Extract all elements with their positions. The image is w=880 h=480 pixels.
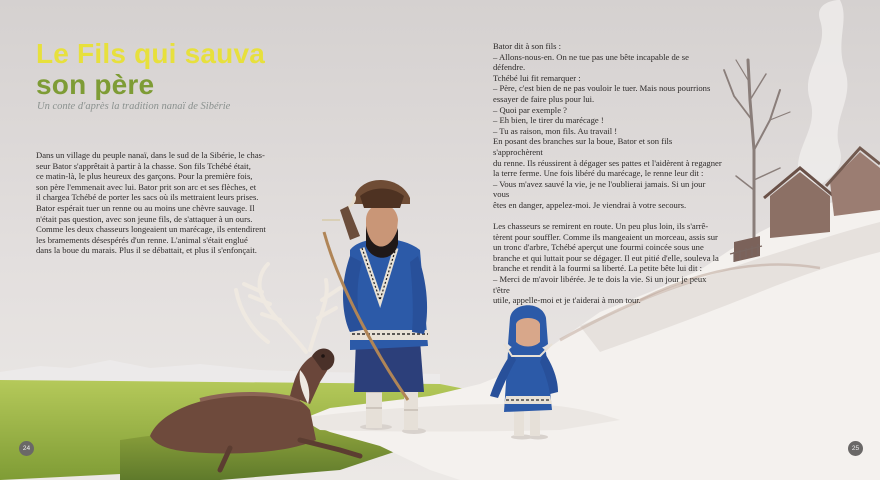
text-line: les bramements désespérés d'un renne. L'animal s'était englué (36, 234, 248, 245)
text-line: Les chasseurs se remirent en route. Un peu plus loin, ils s'arrê- (493, 221, 709, 232)
text-line: – Père, c'est bien de ne pas vouloir le tuer. Mais nous pourrions (493, 83, 711, 94)
text-line: En posant des branches sur la boue, Bator et son fils s'approchèrent (493, 136, 673, 157)
text-line: Dans un village du peuple nanaï, dans le sud de la Sibérie, le chas- (36, 150, 265, 160)
text-line: – Tu as raison, mon fils. Au travail ! (493, 125, 618, 136)
text-line: son père l'emmenait avec lui. Bator prit son arc et ses flèches, et (36, 181, 257, 192)
text-line: branche et qui luttait pour se dégager. Il eut pitié d'elle, souleva la (493, 252, 719, 263)
text-line: – Allons-nous-en. On ne tue pas une bête incapable de se défendre. (493, 51, 689, 73)
text-line: dans la boue du marais. Plus il se débattait, et plus il s'enfonçait. (36, 245, 257, 256)
page-number-right: 25 (848, 441, 863, 456)
paragraph-gap (493, 211, 723, 222)
text-line: un tronc d'arbre, Tchébé aperçut une fourmi coincée sous une (493, 242, 704, 253)
page-number-left: 24 (19, 441, 34, 456)
text-line: ce matin-là, le plus heureux des garçons. Pour la première fois, (36, 171, 253, 182)
title-line-1: Le Fils qui sauva (36, 38, 266, 69)
text-line: essayer de faire plus pour lui. (493, 93, 595, 104)
text-line: n'était pas question, avec son jeune fils, de s'attaquer à un ours. (36, 213, 253, 224)
story-text-right (493, 41, 723, 306)
story-text-left (36, 150, 274, 256)
page-title (36, 38, 265, 100)
text-line: Bator dit à son fils : (493, 41, 562, 51)
text-line: du renne. Ils réussirent à dégager ses pattes et l'aidèrent à regagner (493, 157, 722, 168)
text-line: la terre ferme. Une fois libéré du marécage, le renne leur dit : (493, 168, 704, 179)
text-line: tèrent pour souffler. Comme ils mangeaient un morceau, assis sur (493, 231, 718, 242)
text-line: Comme les deux chasseurs longeaient un marécage, ils entendirent (36, 224, 266, 235)
title-line-2: son père (36, 69, 155, 100)
text-line: – Eh bien, le tirer du marécage ! (493, 115, 604, 126)
subtitle: Un conte d'après la tradition nanaï de Sibérie (37, 101, 231, 112)
text-line: Tchébé lui fit remarquer : (493, 72, 581, 83)
text-line: il chargea Tchébé de porter les sacs où ils mettraient leurs prises. (36, 192, 259, 203)
text-line: – Quoi par exemple ? (493, 104, 567, 115)
text-line: – Merci de m'avoir libérée. Je te dois la vie. Si un jour je peux t'être (493, 274, 707, 295)
text-line: utile, appelle-moi et je t'aiderai à mon tour. (493, 295, 641, 306)
text-line: – Vous m'avez sauvé la vie, je ne l'oublierai jamais. Si un jour vous (493, 178, 706, 200)
text-line: seur Bator s'apprêtait à partir à la chasse. Son fils Tchébé était, (36, 160, 251, 171)
text-line: branche et rendit à la fourmi sa liberté. La petite bête lui dit : (493, 263, 703, 274)
text-line: êtes en danger, appelez-moi. Je viendrai à votre secours. (493, 199, 687, 210)
text-line: Bator espérait tuer un renne ou au moins une chèvre sauvage. Il (36, 202, 255, 213)
